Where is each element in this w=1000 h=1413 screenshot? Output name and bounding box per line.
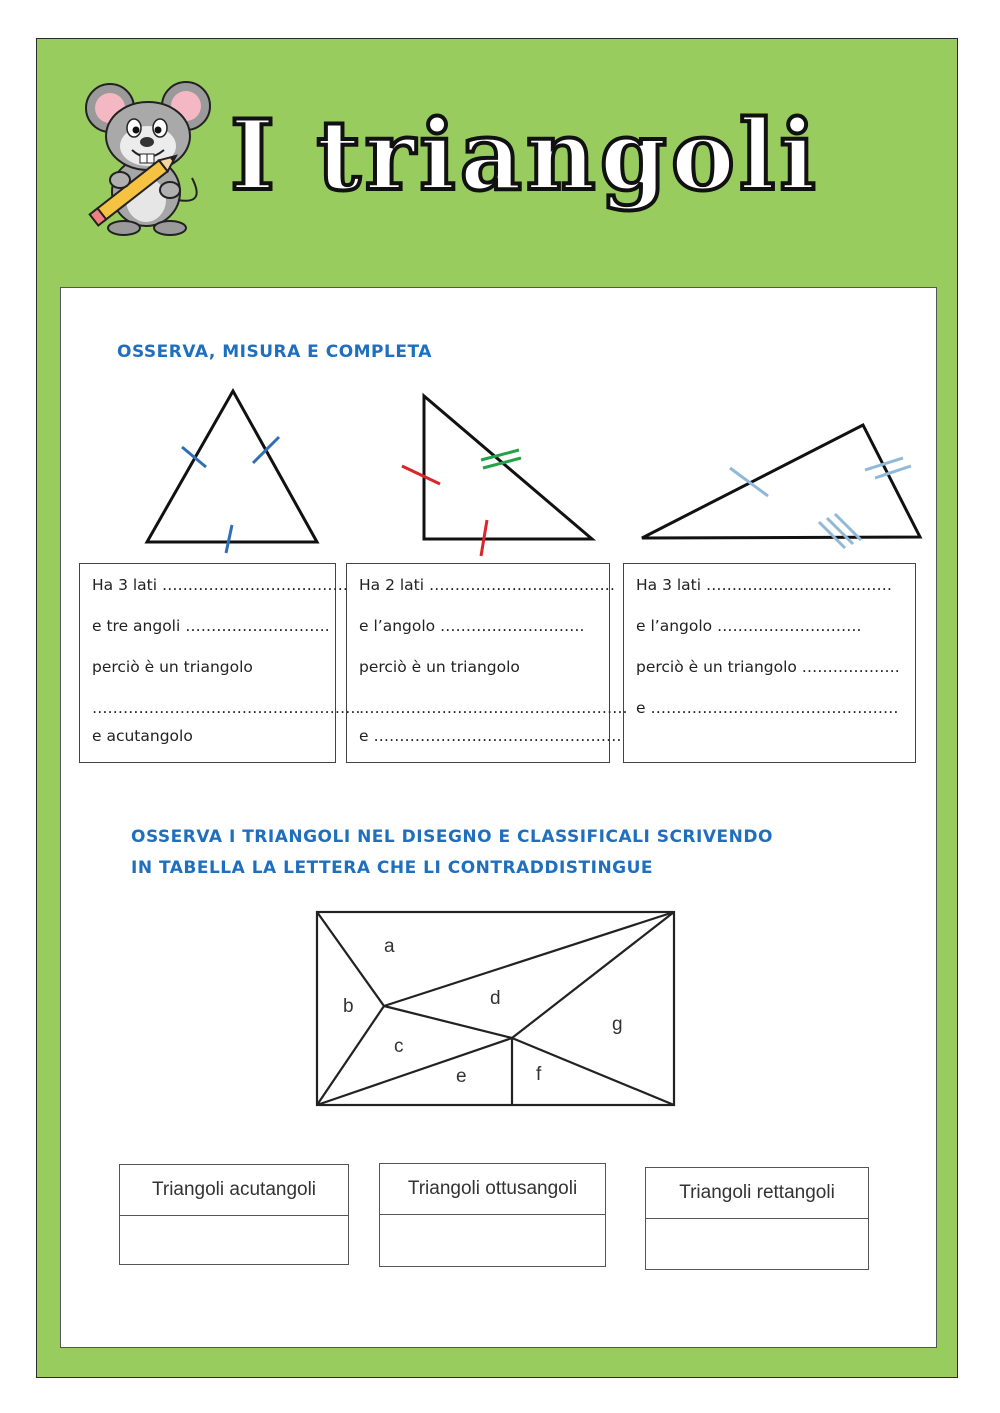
box3-line3[interactable]: perciò è un triangolo ………………. bbox=[636, 658, 900, 676]
box1-line3: perciò è un triangolo bbox=[92, 658, 253, 676]
right-triangle-figure bbox=[395, 388, 600, 560]
right-triangle-description-box bbox=[346, 563, 628, 763]
table-right-answer-cell[interactable] bbox=[646, 1219, 868, 1270]
section2-heading bbox=[131, 822, 773, 884]
figure-label-f: f bbox=[536, 1064, 542, 1085]
equilateral-triangle-figure bbox=[140, 385, 330, 560]
section2-heading-line2: IN TABELLA LA LETTERA CHE LI CONTRADDISTINGUE bbox=[131, 858, 654, 878]
table-obtuse-answer-cell[interactable] bbox=[380, 1215, 605, 1267]
table-right-header: Triangoli rettangoli bbox=[646, 1168, 868, 1219]
box2-line2[interactable]: e l’angolo ………………………. bbox=[359, 617, 585, 635]
figure-label-b: b bbox=[343, 996, 354, 1017]
obtuse-triangle-figure bbox=[635, 418, 930, 553]
page-title: I triangoli bbox=[230, 99, 820, 212]
box3-line4[interactable]: e ………………………………………… bbox=[636, 699, 899, 717]
figure-label-a: a bbox=[384, 936, 395, 957]
box2-line1[interactable]: Ha 2 lati ……………………………… bbox=[359, 576, 615, 594]
figure-label-d: d bbox=[490, 988, 501, 1009]
table-obtuse-header: Triangoli ottusangoli bbox=[380, 1164, 605, 1215]
figure-label-g: g bbox=[612, 1014, 623, 1035]
triangles-diagram bbox=[312, 906, 682, 1112]
section1-heading: OSSERVA, MISURA E COMPLETA bbox=[117, 342, 432, 362]
box1-line5: e acutangolo bbox=[92, 727, 193, 745]
box3-line1[interactable]: Ha 3 lati ……………………………… bbox=[636, 576, 892, 594]
equilateral-description-box bbox=[79, 563, 361, 763]
box1-line1[interactable]: Ha 3 lati ……………………………… bbox=[92, 576, 348, 594]
section2-heading-line1: OSSERVA I TRIANGOLI NEL DISEGNO E CLASSIFICALI SCRIVENDO bbox=[131, 827, 773, 847]
box2-line4[interactable]: ……………………………………………. bbox=[359, 699, 628, 717]
table-acute-header: Triangoli acutangoli bbox=[120, 1165, 348, 1216]
figure-label-c: c bbox=[394, 1036, 404, 1057]
table-obtuse bbox=[379, 1163, 606, 1267]
table-acute bbox=[119, 1164, 349, 1265]
table-acute-answer-cell[interactable] bbox=[120, 1216, 348, 1265]
obtuse-triangle-description-box bbox=[623, 563, 916, 763]
box1-line4[interactable]: ……………………………………………. bbox=[92, 699, 361, 717]
mouse-mascot-icon bbox=[74, 80, 224, 240]
box2-line5[interactable]: e ………………………………………… bbox=[359, 727, 622, 745]
box3-line2[interactable]: e l’angolo ………………………. bbox=[636, 617, 862, 635]
figure-label-e: e bbox=[456, 1066, 467, 1087]
box2-line3: perciò è un triangolo bbox=[359, 658, 520, 676]
table-right bbox=[645, 1167, 869, 1270]
box1-line2[interactable]: e tre angoli ………………………. bbox=[92, 617, 330, 635]
